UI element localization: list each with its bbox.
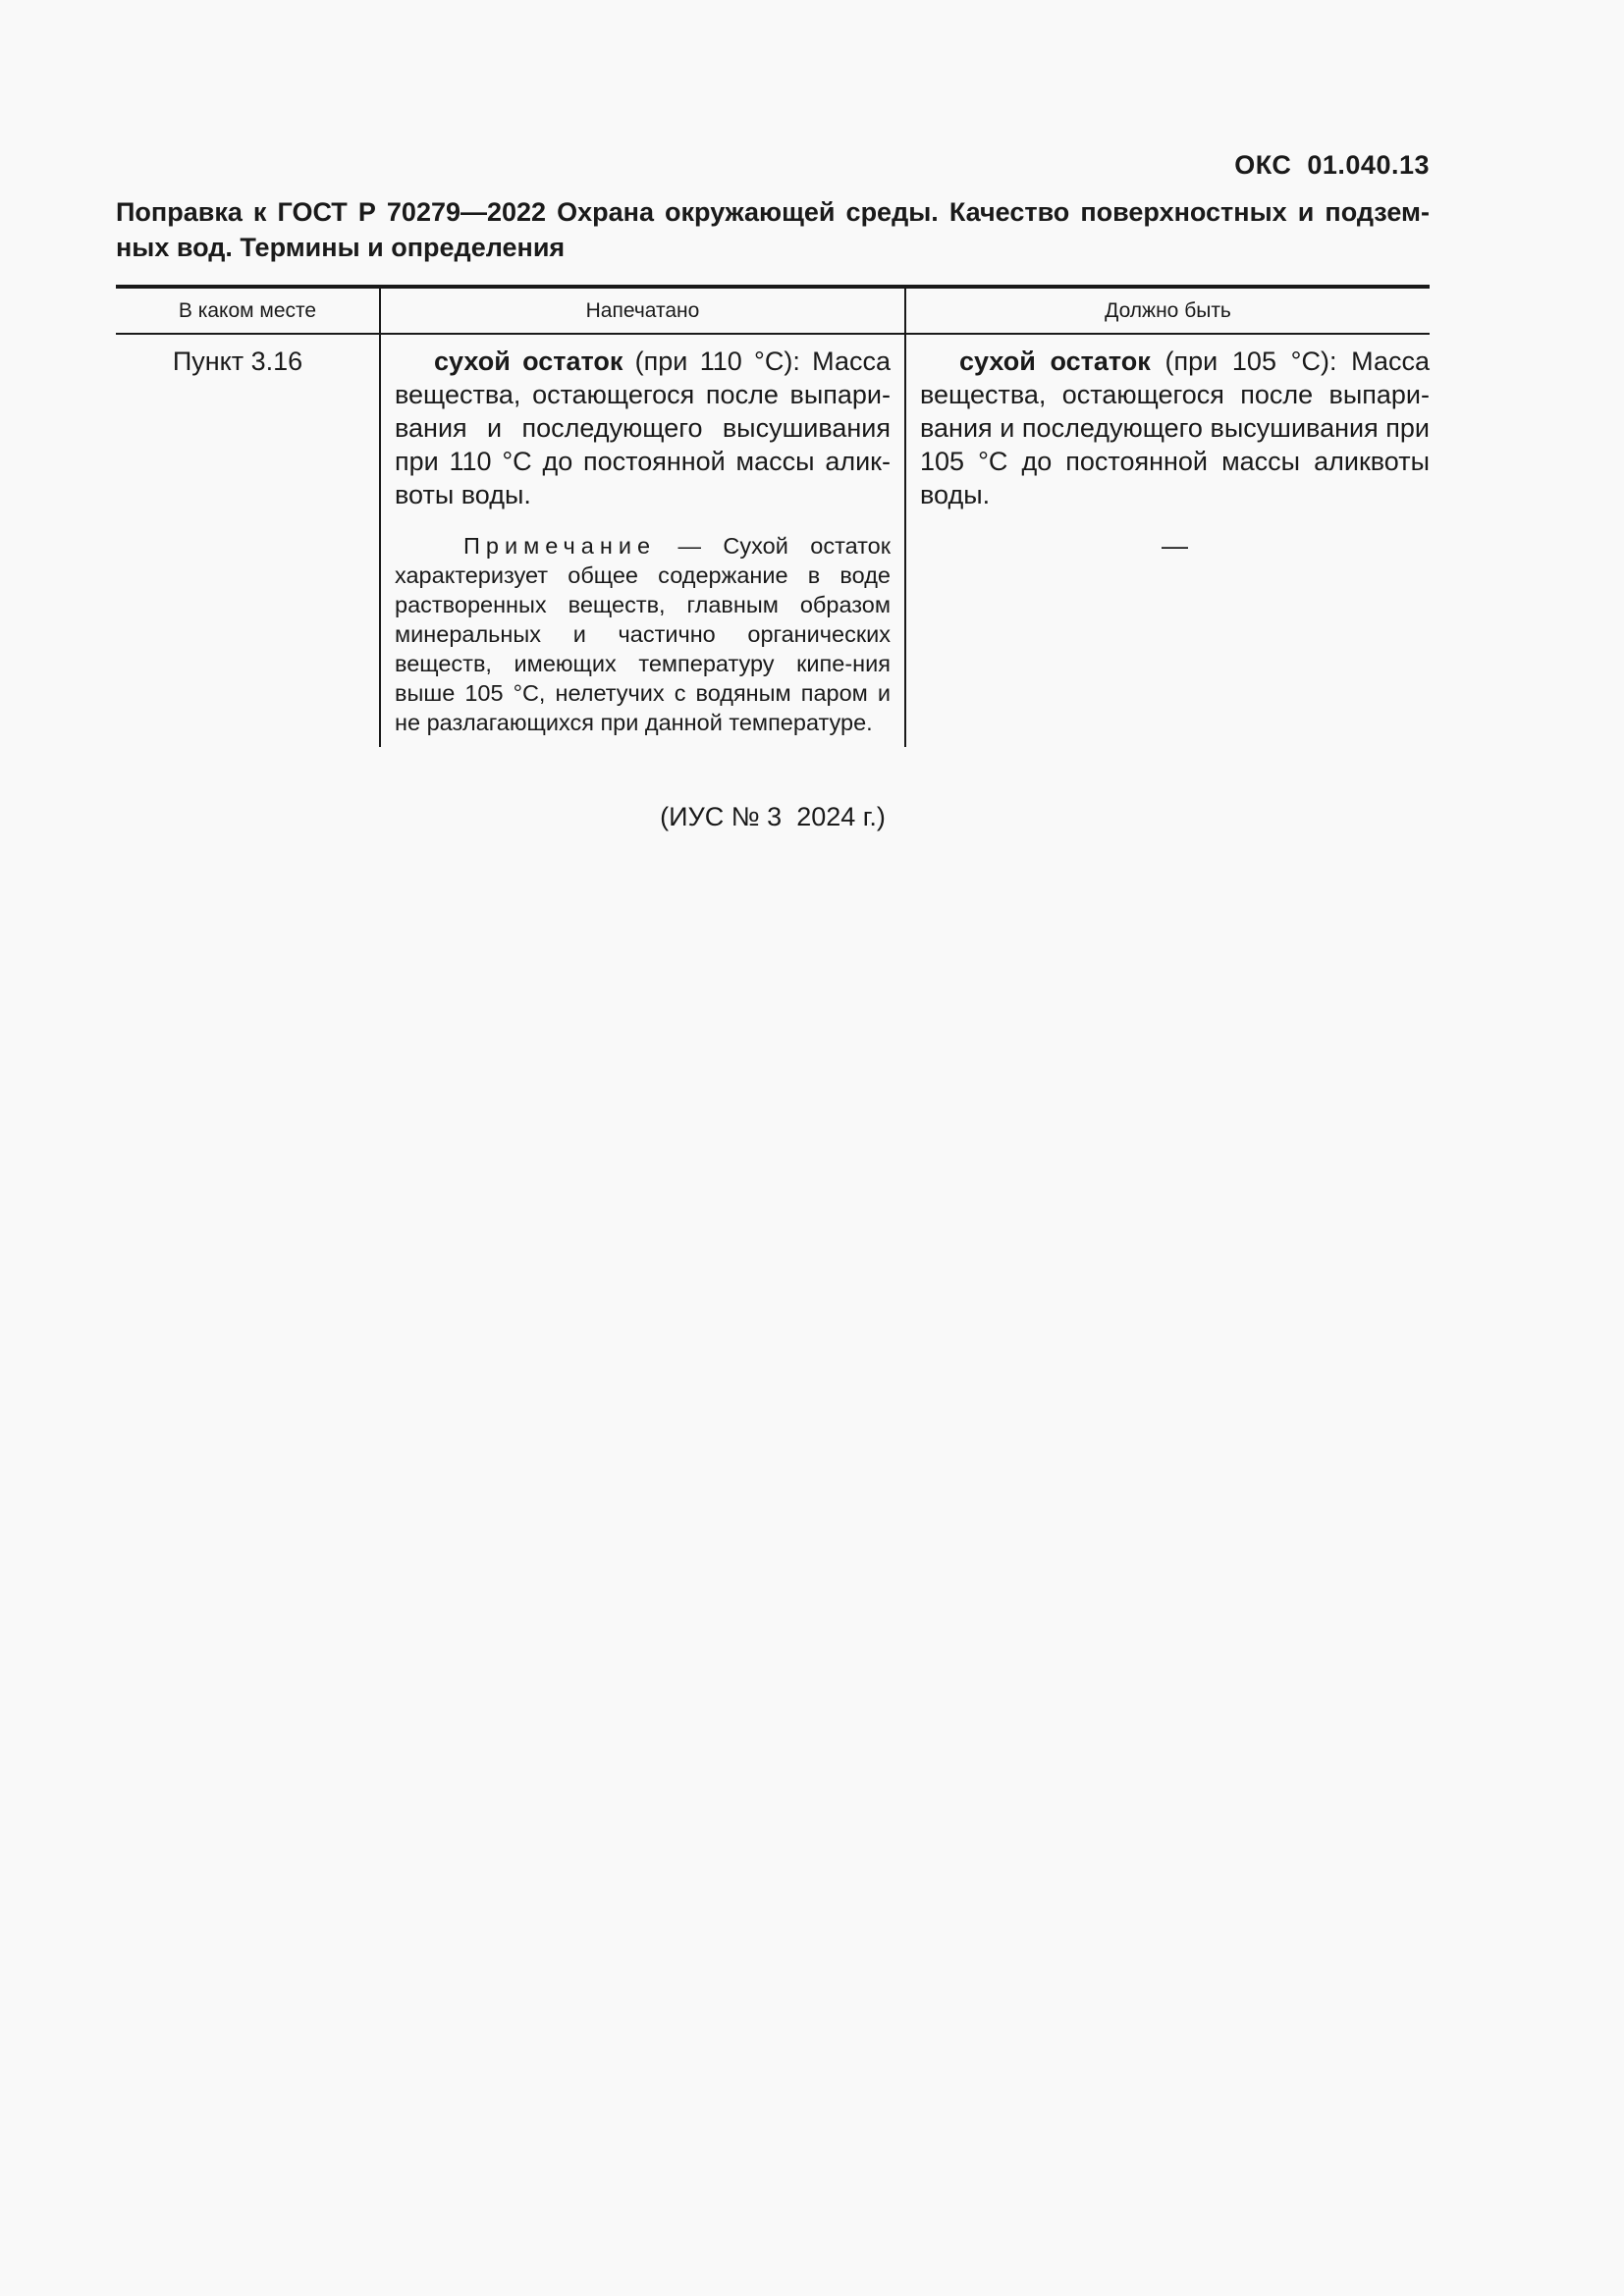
location-text: Пункт 3.16 [172,347,303,376]
publication-source: (ИУС № 3 2024 г.) [660,802,886,831]
header-should-be: Должно быть [904,289,1430,333]
cell-printed [379,335,904,747]
correct-term: сухой остаток [959,347,1151,376]
cell-should-be [904,335,1430,747]
note-removed-dash: — [1162,531,1188,561]
table-header-row [116,289,1430,335]
table-row [116,335,1430,747]
correct-definition [920,345,1430,511]
cell-location [116,335,379,747]
document-title: Поправка к ГОСТ Р 70279—2022 Охрана окружающей среды. Качество поверхностных и подзем-ных вод. Термины и определения [116,197,1430,262]
note-text: — Сухой остаток характеризует общее содержание в воде растворенных веществ, главным образом минеральных и частично органических веществ, имеющих температуру кипе-ния выше 105 °C, нелетучих с водяным паром и не разлагающихся при данной температуре. [395,533,891,735]
classifier-code: ОКС 01.040.13 [1234,150,1430,180]
amendment-table [116,285,1430,747]
header-location: В каком месте [178,298,317,322]
printed-term: сухой остаток [434,347,623,376]
printed-definition-text: (при 110 °C): Масса вещества, остающегося после выпари-вания и последующего высушивания при 110 °C до постоянной массы алик-воты воды. [395,347,891,509]
note-label: Примечание [463,533,657,559]
correct-definition-text: (при 105 °C): Масса вещества, остающегося после выпари-вания и последующего высушивания при 105 °C до постоянной массы аликвоты воды. [920,347,1430,509]
printed-definition [395,345,891,511]
header-printed: Напечатано [379,289,904,333]
printed-note [395,531,891,737]
